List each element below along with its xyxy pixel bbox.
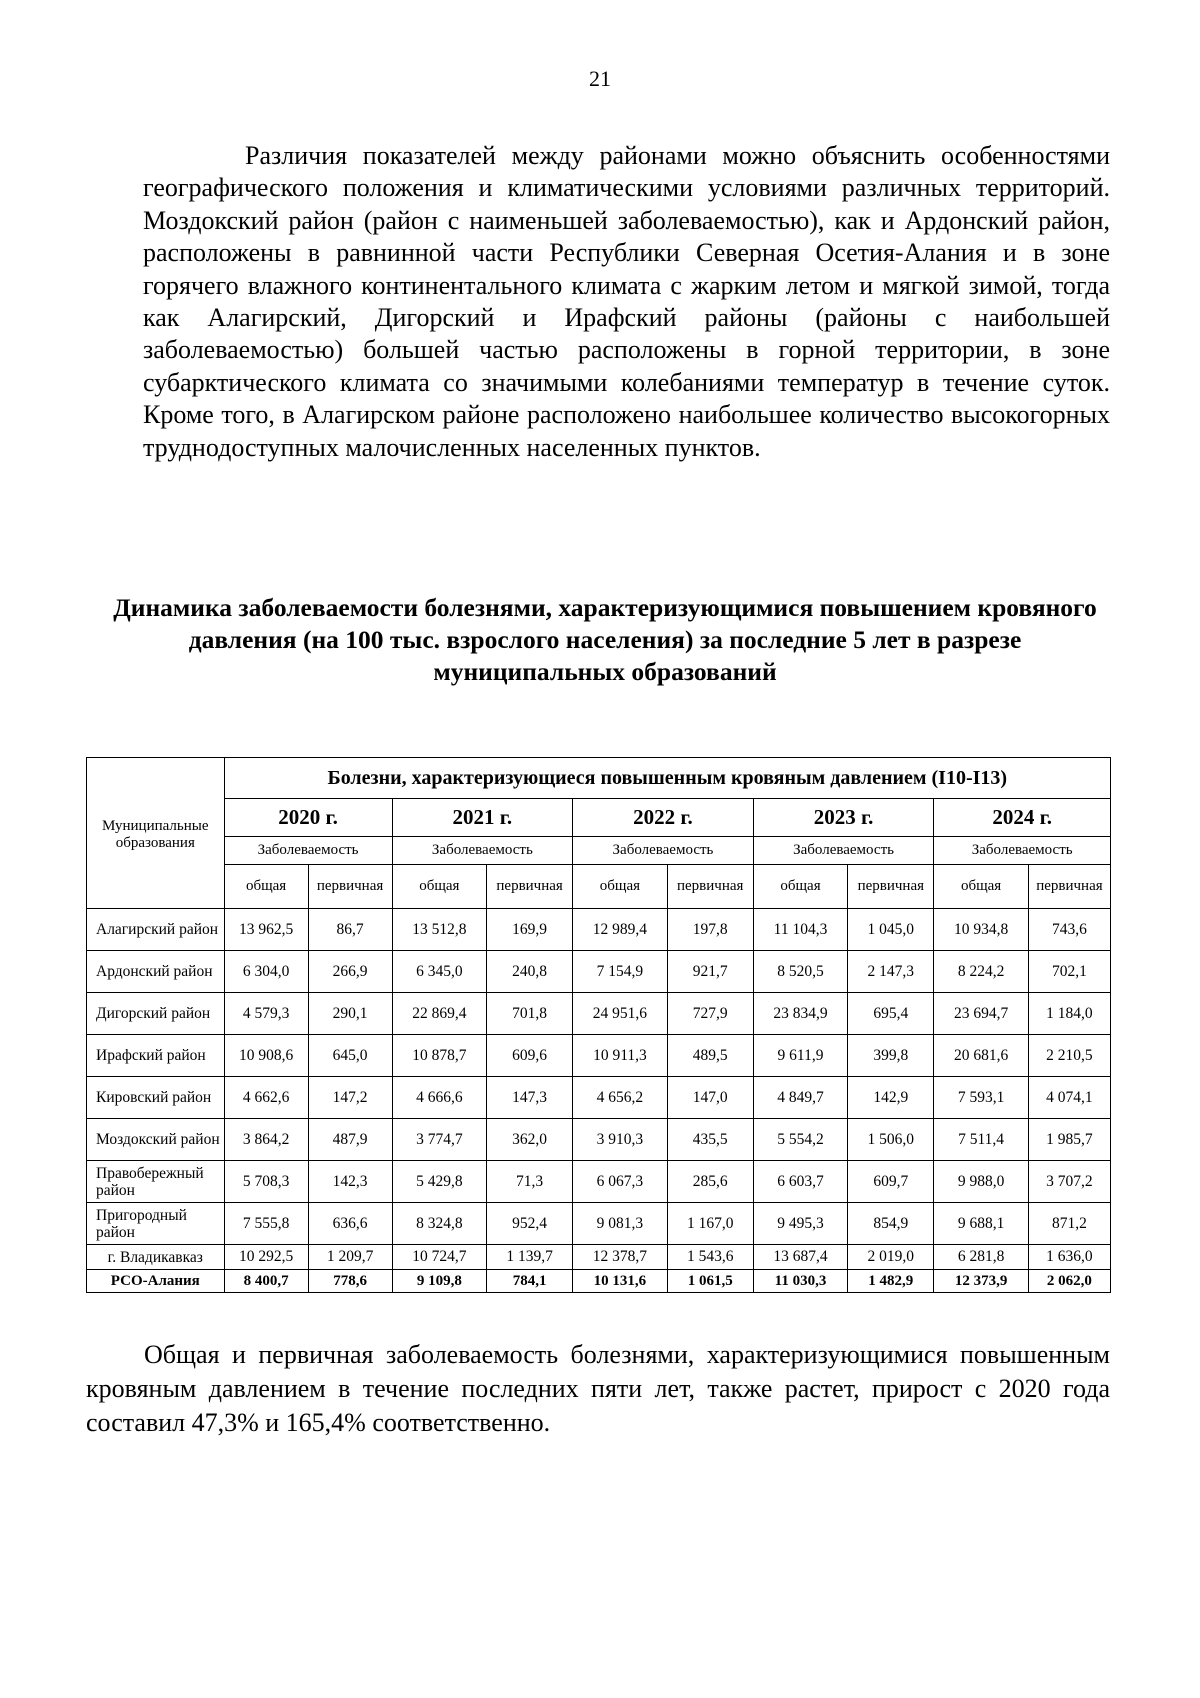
total-morbidity-cell: 4 666,6: [392, 1077, 487, 1119]
total-morbidity-cell: 5 554,2: [753, 1119, 848, 1161]
total-morbidity-cell: 10 911,3: [573, 1035, 668, 1077]
total-morbidity-cell: 8 324,8: [392, 1203, 487, 1245]
total-morbidity-cell: 23 694,7: [934, 993, 1029, 1035]
total-morbidity-cell: 7 511,4: [934, 1119, 1029, 1161]
total-morbidity-cell: 3 864,2: [224, 1119, 308, 1161]
total-morbidity-cell: 6 304,0: [224, 951, 308, 993]
table-title: Динамика заболеваемости болезнями, характеризующимися повышением кровяного давления (на 100 тыс. взрослого населения) за последние 5 лет в разрезе муниципальных образований: [113, 593, 1097, 686]
total-morbidity-cell: 9 109,8: [392, 1270, 487, 1293]
primary-morbidity-cell: 71,3: [487, 1161, 573, 1203]
year-header: 2020 г.: [224, 799, 392, 837]
primary-morbidity-cell: 1 045,0: [848, 909, 934, 951]
primary-morbidity-cell: 2 062,0: [1028, 1270, 1110, 1293]
primary-morbidity-cell: 1 209,7: [308, 1245, 392, 1270]
main-header: Болезни, характеризующиеся повышенным кровяным давлением (I10-I13): [224, 758, 1110, 799]
outro-paragraph: Общая и первичная заболеваемость болезнями, характеризующимися повышенным кровяным давлением в течение последних пяти лет, также растет, прирост с 2020 года составил 47,3% и 165,4% соответственно.: [86, 1340, 1110, 1437]
municipality-name: Кировский район: [87, 1077, 225, 1119]
primary-morbidity-cell: 240,8: [487, 951, 573, 993]
primary-morbidity-cell: 86,7: [308, 909, 392, 951]
primary-morbidity-cell: 362,0: [487, 1119, 573, 1161]
primary-morbidity-cell: 147,3: [487, 1077, 573, 1119]
total-morbidity-cell: 23 834,9: [753, 993, 848, 1035]
morbidity-subheader: Заболеваемость: [392, 837, 573, 865]
primary-morbidity-cell: 169,9: [487, 909, 573, 951]
primary-morbidity-cell: 1 167,0: [667, 1203, 753, 1245]
column-primary-header: первичная: [308, 865, 392, 909]
primary-morbidity-cell: 266,9: [308, 951, 392, 993]
municipality-name: Пригородный район: [87, 1203, 225, 1245]
primary-morbidity-cell: 784,1: [487, 1270, 573, 1293]
primary-morbidity-cell: 645,0: [308, 1035, 392, 1077]
primary-morbidity-cell: 487,9: [308, 1119, 392, 1161]
column-primary-header: первичная: [848, 865, 934, 909]
total-morbidity-cell: 10 878,7: [392, 1035, 487, 1077]
total-morbidity-cell: 12 373,9: [934, 1270, 1029, 1293]
table-row: [87, 993, 1111, 1035]
morbidity-subheader: Заболеваемость: [753, 837, 934, 865]
primary-morbidity-cell: 435,5: [667, 1119, 753, 1161]
total-morbidity-cell: 12 378,7: [573, 1245, 668, 1270]
total-morbidity-cell: 4 656,2: [573, 1077, 668, 1119]
primary-morbidity-cell: 1 506,0: [848, 1119, 934, 1161]
primary-morbidity-cell: 197,8: [667, 909, 753, 951]
column-total-header: общая: [392, 865, 487, 909]
total-row: [87, 1270, 1111, 1293]
total-morbidity-cell: 12 989,4: [573, 909, 668, 951]
column-primary-header: первичная: [487, 865, 573, 909]
primary-morbidity-cell: 1 139,7: [487, 1245, 573, 1270]
table-row: [87, 1245, 1111, 1270]
primary-morbidity-cell: 1 985,7: [1028, 1119, 1110, 1161]
primary-morbidity-cell: 142,3: [308, 1161, 392, 1203]
total-row-name: РСО-Алания: [87, 1270, 225, 1293]
total-morbidity-cell: 10 934,8: [934, 909, 1029, 951]
total-morbidity-cell: 6 345,0: [392, 951, 487, 993]
primary-morbidity-cell: 636,6: [308, 1203, 392, 1245]
total-morbidity-cell: 4 579,3: [224, 993, 308, 1035]
table-row: [87, 1203, 1111, 1245]
table-row: [87, 1035, 1111, 1077]
column-total-header: общая: [224, 865, 308, 909]
total-morbidity-cell: 13 512,8: [392, 909, 487, 951]
total-morbidity-cell: 9 611,9: [753, 1035, 848, 1077]
primary-morbidity-cell: 609,6: [487, 1035, 573, 1077]
total-morbidity-cell: 5 429,8: [392, 1161, 487, 1203]
total-morbidity-cell: 5 708,3: [224, 1161, 308, 1203]
primary-morbidity-cell: 489,5: [667, 1035, 753, 1077]
total-morbidity-cell: 8 400,7: [224, 1270, 308, 1293]
primary-morbidity-cell: 147,2: [308, 1077, 392, 1119]
primary-morbidity-cell: 695,4: [848, 993, 934, 1035]
primary-morbidity-cell: 701,8: [487, 993, 573, 1035]
municipality-name: г. Владикавказ: [87, 1245, 225, 1270]
primary-morbidity-cell: 778,6: [308, 1270, 392, 1293]
table-row: [87, 951, 1111, 993]
total-morbidity-cell: 6 281,8: [934, 1245, 1029, 1270]
primary-morbidity-cell: 3 707,2: [1028, 1161, 1110, 1203]
total-morbidity-cell: 6 603,7: [753, 1161, 848, 1203]
table-row: [87, 1161, 1111, 1203]
primary-morbidity-cell: 1 636,0: [1028, 1245, 1110, 1270]
year-header: 2024 г.: [934, 799, 1111, 837]
column-primary-header: первичная: [667, 865, 753, 909]
total-morbidity-cell: 6 067,3: [573, 1161, 668, 1203]
total-morbidity-cell: 9 988,0: [934, 1161, 1029, 1203]
municipality-name: Ирафский район: [87, 1035, 225, 1077]
table-row: [87, 909, 1111, 951]
primary-morbidity-cell: 147,0: [667, 1077, 753, 1119]
primary-morbidity-cell: 871,2: [1028, 1203, 1110, 1245]
morbidity-subheader: Заболеваемость: [224, 837, 392, 865]
page-number: 21: [589, 66, 611, 91]
total-morbidity-cell: 4 849,7: [753, 1077, 848, 1119]
primary-morbidity-cell: 743,6: [1028, 909, 1110, 951]
morbidity-table: [86, 757, 1111, 1293]
total-morbidity-cell: 7 593,1: [934, 1077, 1029, 1119]
primary-morbidity-cell: 727,9: [667, 993, 753, 1035]
total-morbidity-cell: 13 962,5: [224, 909, 308, 951]
total-morbidity-cell: 10 131,6: [573, 1270, 668, 1293]
total-morbidity-cell: 13 687,4: [753, 1245, 848, 1270]
total-morbidity-cell: 11 030,3: [753, 1270, 848, 1293]
municipality-name: Моздокский район: [87, 1119, 225, 1161]
total-morbidity-cell: 20 681,6: [934, 1035, 1029, 1077]
year-header: 2023 г.: [753, 799, 934, 837]
column-total-header: общая: [573, 865, 668, 909]
morbidity-subheader: Заболеваемость: [573, 837, 754, 865]
total-morbidity-cell: 11 104,3: [753, 909, 848, 951]
municipality-name: Правобережный район: [87, 1161, 225, 1203]
total-morbidity-cell: 24 951,6: [573, 993, 668, 1035]
total-morbidity-cell: 9 688,1: [934, 1203, 1029, 1245]
column-primary-header: первичная: [1028, 865, 1110, 909]
municipality-header: Муниципальные образования: [87, 758, 225, 909]
column-total-header: общая: [934, 865, 1029, 909]
total-morbidity-cell: 8 224,2: [934, 951, 1029, 993]
primary-morbidity-cell: 1 543,6: [667, 1245, 753, 1270]
primary-morbidity-cell: 1 061,5: [667, 1270, 753, 1293]
total-morbidity-cell: 9 081,3: [573, 1203, 668, 1245]
primary-morbidity-cell: 399,8: [848, 1035, 934, 1077]
total-morbidity-cell: 10 292,5: [224, 1245, 308, 1270]
total-morbidity-cell: 7 555,8: [224, 1203, 308, 1245]
municipality-name: Ардонский район: [87, 951, 225, 993]
primary-morbidity-cell: 702,1: [1028, 951, 1110, 993]
primary-morbidity-cell: 4 074,1: [1028, 1077, 1110, 1119]
primary-morbidity-cell: 1 482,9: [848, 1270, 934, 1293]
municipality-name: Дигорский район: [87, 993, 225, 1035]
year-header: 2021 г.: [392, 799, 573, 837]
primary-morbidity-cell: 142,9: [848, 1077, 934, 1119]
total-morbidity-cell: 3 774,7: [392, 1119, 487, 1161]
total-morbidity-cell: 3 910,3: [573, 1119, 668, 1161]
total-morbidity-cell: 10 724,7: [392, 1245, 487, 1270]
primary-morbidity-cell: 921,7: [667, 951, 753, 993]
primary-morbidity-cell: 1 184,0: [1028, 993, 1110, 1035]
total-morbidity-cell: 4 662,6: [224, 1077, 308, 1119]
primary-morbidity-cell: 2 019,0: [848, 1245, 934, 1270]
primary-morbidity-cell: 854,9: [848, 1203, 934, 1245]
intro-paragraph: Различия показателей между районами можно объяснить особенностями географического положения и климатическими условиями различных территорий. Моздокский район (район с наименьшей заболеваемостью), как и Ардонский район, расположены в равнинной части Республики Северная Осетия-Алания и в зоне горячего влажного континентального климата с жарким летом и мягкой зимой, тогда как Алагирский, Дигорский и Ирафский районы (районы с наибольшей заболеваемостью) большей частью расположены в горной территории, в зоне субарктического климата со значимыми колебаниями температур в течение суток. Кроме того, в Алагирском районе расположено наибольшее количество высокогорных труднодоступных малочисленных населенных пунктов.: [143, 141, 1110, 462]
primary-morbidity-cell: 2 210,5: [1028, 1035, 1110, 1077]
primary-morbidity-cell: 609,7: [848, 1161, 934, 1203]
primary-morbidity-cell: 290,1: [308, 993, 392, 1035]
total-morbidity-cell: 10 908,6: [224, 1035, 308, 1077]
table-row: [87, 1077, 1111, 1119]
total-morbidity-cell: 7 154,9: [573, 951, 668, 993]
total-morbidity-cell: 8 520,5: [753, 951, 848, 993]
total-morbidity-cell: 9 495,3: [753, 1203, 848, 1245]
primary-morbidity-cell: 952,4: [487, 1203, 573, 1245]
primary-morbidity-cell: 285,6: [667, 1161, 753, 1203]
total-morbidity-cell: 22 869,4: [392, 993, 487, 1035]
table-row: [87, 1119, 1111, 1161]
municipality-name: Алагирский район: [87, 909, 225, 951]
year-header: 2022 г.: [573, 799, 754, 837]
primary-morbidity-cell: 2 147,3: [848, 951, 934, 993]
column-total-header: общая: [753, 865, 848, 909]
morbidity-subheader: Заболеваемость: [934, 837, 1111, 865]
